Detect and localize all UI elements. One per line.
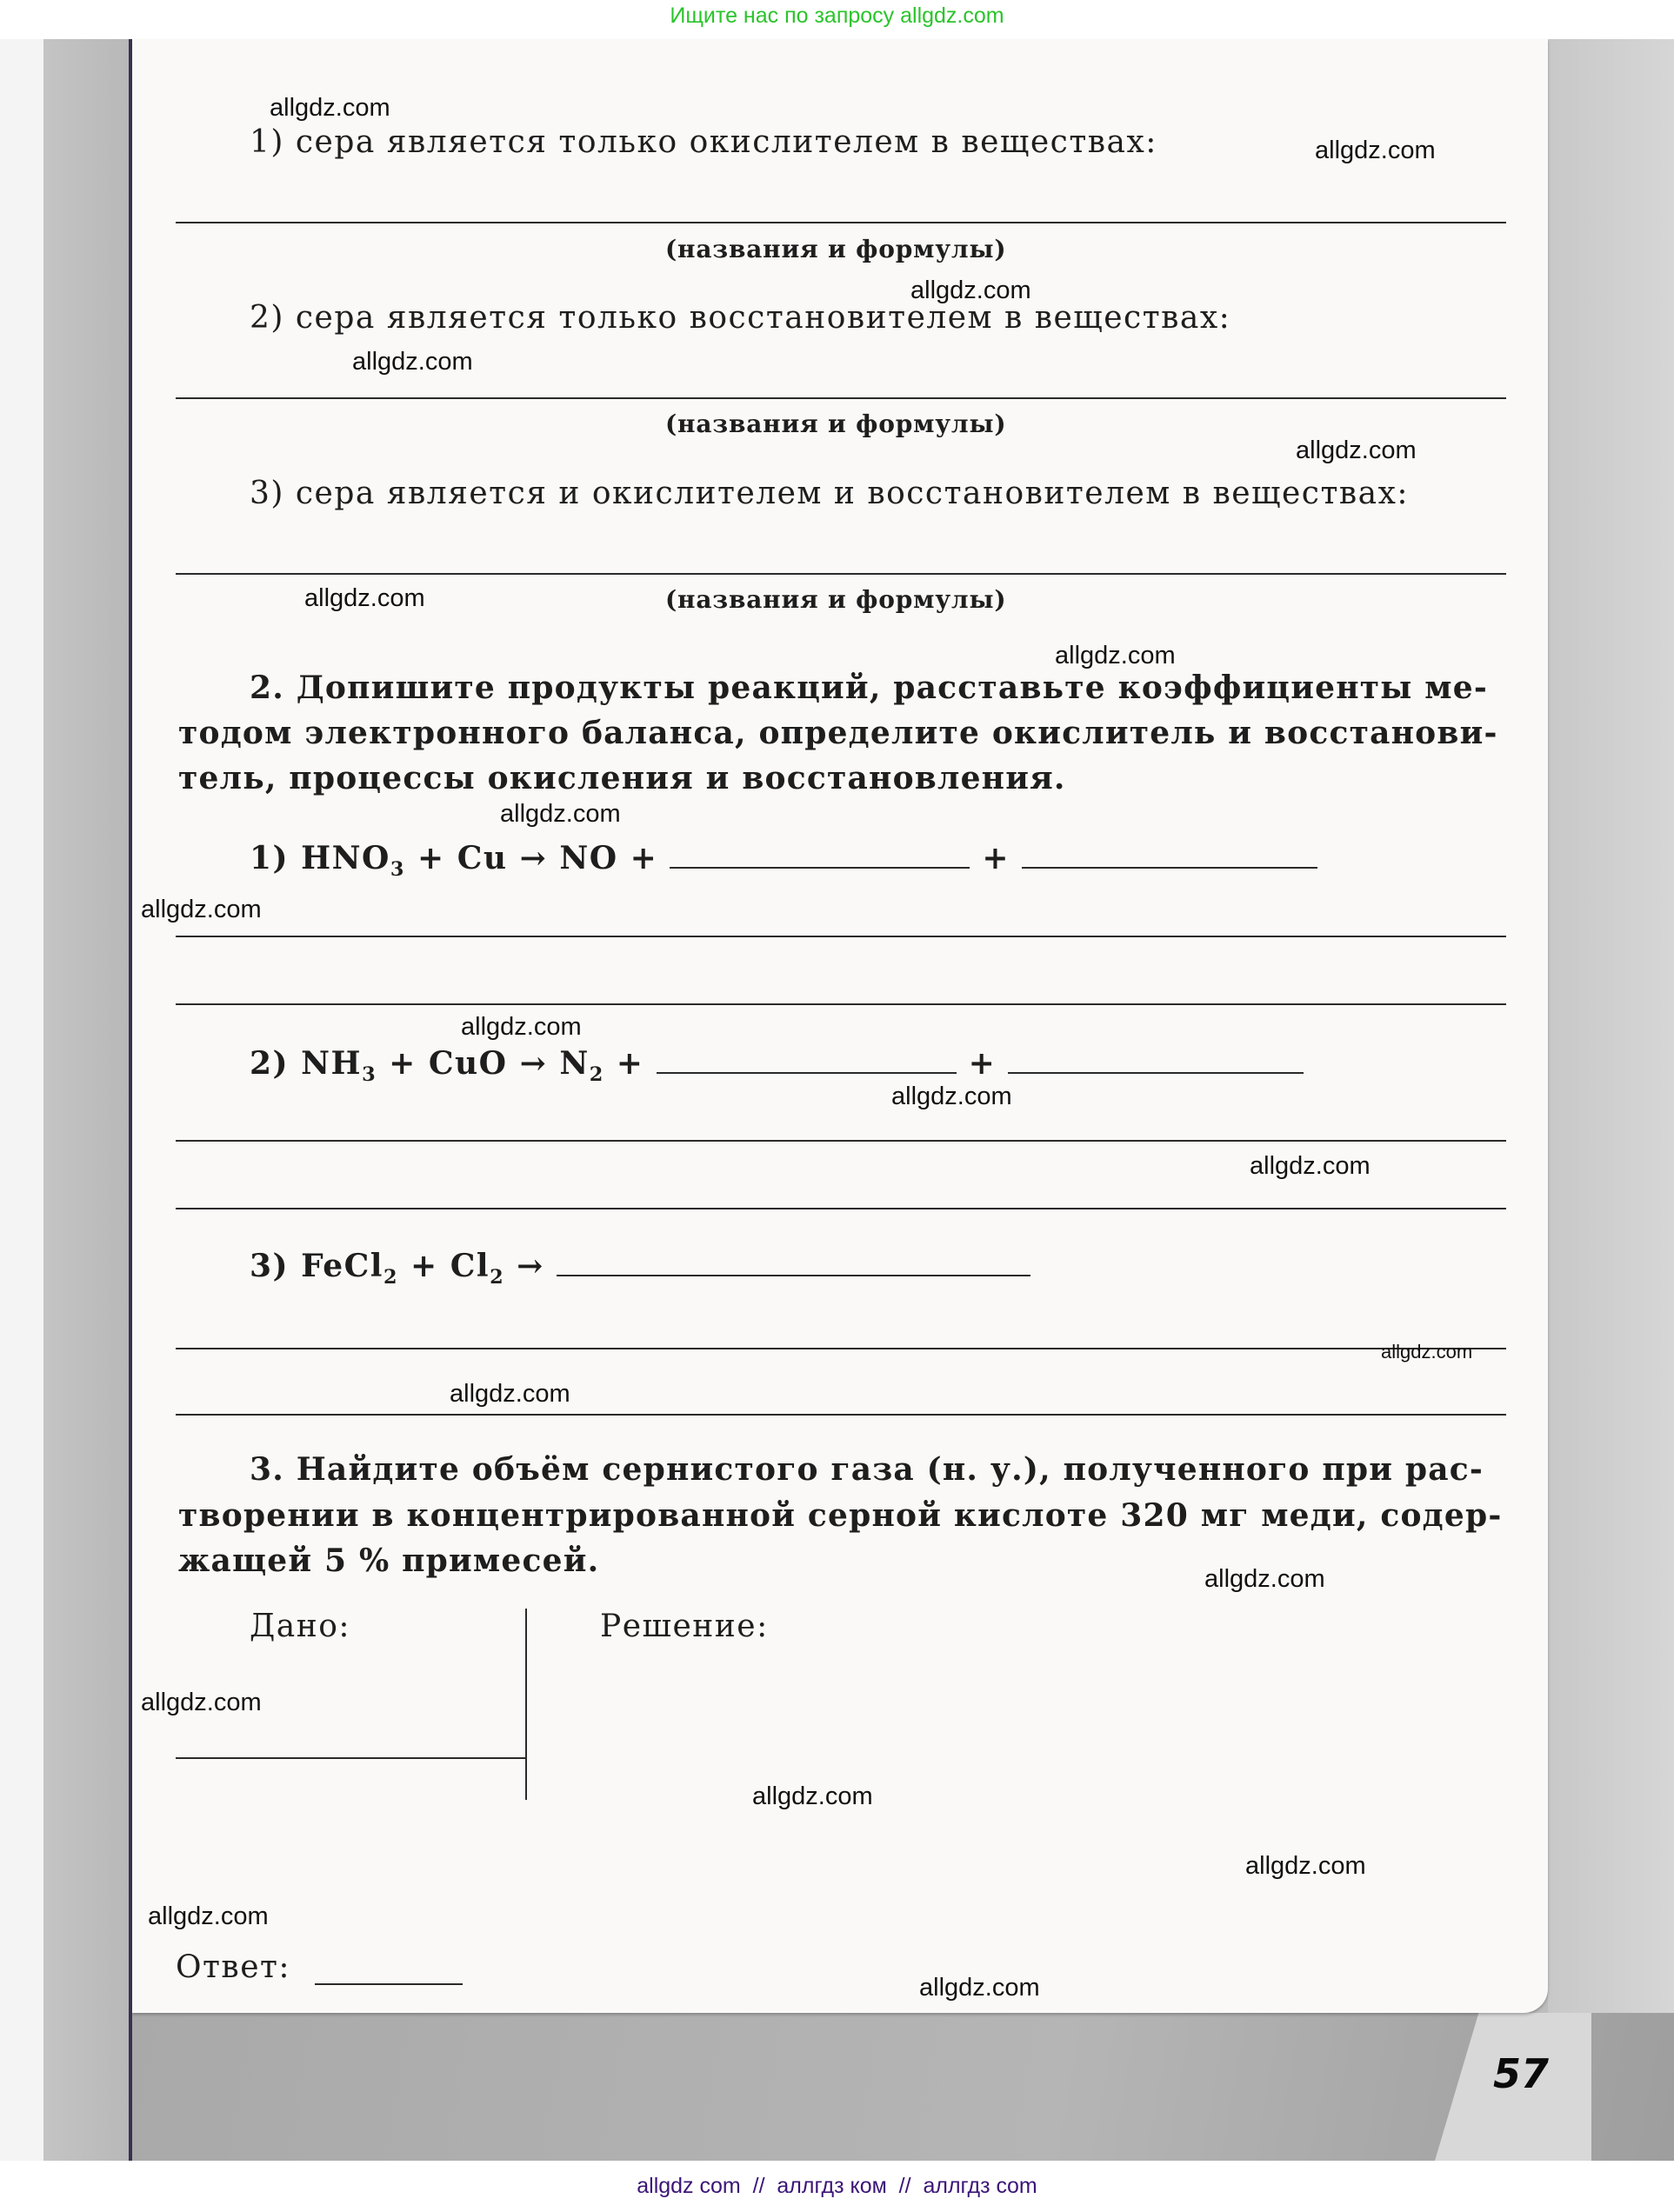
watermark: allgdz.com (352, 348, 473, 376)
book-spine-strip (43, 39, 130, 2161)
answer-line[interactable] (176, 1348, 1506, 1349)
given-underline (176, 1757, 526, 1759)
watermark: allgdz.com (891, 1083, 1012, 1110)
arrow-icon: → (517, 1248, 544, 1284)
given-divider (525, 1609, 527, 1800)
product-blank[interactable] (657, 1071, 957, 1074)
task3-text-line: 3. Найдите объём сернистого газа (н. у.), полученного при рас- (250, 1451, 1484, 1488)
watermark: allgdz.com (270, 94, 390, 122)
product-blank[interactable] (557, 1274, 1030, 1276)
task2-text-line: тодом электронного баланса, определите окислитель и восстанови- (178, 715, 1498, 751)
task2-text-line: тель, процессы окисления и восстановления. (178, 760, 1066, 796)
caption: (названия и формулы) (665, 235, 1007, 263)
task1-item-1: 1) сера является только окислителем в веществах: (250, 124, 1157, 160)
answer-line[interactable] (176, 397, 1506, 399)
watermark: allgdz.com (141, 896, 262, 923)
answer-line[interactable] (176, 1414, 1506, 1416)
left-margin (0, 39, 43, 2161)
answer-label: Ответ: (176, 1949, 291, 1985)
arrow-icon: → (519, 840, 548, 876)
arrow-icon: → (519, 1045, 548, 1082)
watermark: allgdz.com (450, 1380, 570, 1408)
solution-label: Решение: (600, 1609, 769, 1644)
watermark: allgdz.com (304, 584, 425, 612)
task1-item-3: 3) сера является и окислителем и восстановителем в веществах: (250, 476, 1410, 511)
page-edge-line (129, 39, 132, 2161)
page-number: 57 (1493, 2050, 1550, 2097)
watermark: allgdz.com (910, 276, 1031, 304)
watermark: allgdz.com (500, 800, 621, 828)
caption: (названия и формулы) (665, 410, 1007, 438)
right-background (1548, 39, 1674, 2161)
watermark: allgdz.com (461, 1013, 582, 1041)
answer-line[interactable] (176, 1208, 1506, 1209)
answer-line[interactable] (176, 1140, 1506, 1142)
answer-line[interactable] (176, 573, 1506, 575)
answer-blank[interactable] (315, 1983, 463, 1985)
task3-text-line: творении в концентрированной серной кислоте 320 мг меди, содер- (178, 1497, 1503, 1534)
watermark: allgdz.com (1055, 642, 1176, 670)
watermark: allgdz.com (1250, 1152, 1371, 1180)
given-label: Дано: (250, 1609, 351, 1644)
footer-watermark: allgdz com // аллгдз ком // аллгдз com (637, 2174, 1037, 2198)
caption: (названия и формулы) (665, 585, 1007, 614)
watermark: allgdz.com (1204, 1565, 1325, 1593)
top-banner: Ищите нас по запросу allgdz.com (670, 3, 1004, 28)
answer-line[interactable] (176, 936, 1506, 937)
watermark: allgdz.com (148, 1902, 269, 1930)
watermark: allgdz.com (752, 1782, 873, 1810)
task1-item-2: 2) сера является только восстановителем в веществах: (250, 300, 1231, 336)
watermark: allgdz.com (1381, 1341, 1473, 1363)
watermark: allgdz.com (1245, 1852, 1366, 1880)
answer-line[interactable] (176, 222, 1506, 223)
equation-1: 1) $HNO_3 + Cu$ → NO + + (250, 840, 1317, 881)
product-blank[interactable] (1022, 866, 1317, 869)
watermark: allgdz.com (919, 1974, 1040, 2002)
watermark: allgdz.com (141, 1689, 262, 1716)
watermark: allgdz.com (1296, 436, 1417, 464)
watermark: allgdz.com (1315, 137, 1436, 164)
task3-text-line: жащей 5 % примесей. (178, 1542, 600, 1579)
equation-2: 2) $NH_3$ + CuO → $N_2$ + + (250, 1045, 1304, 1086)
product-blank[interactable] (670, 866, 970, 869)
task2-text-line: 2. Допишите продукты реакций, расставьте коэффициенты ме- (250, 670, 1489, 706)
answer-line[interactable] (176, 1003, 1506, 1005)
equation-3: 3) FeCl$_2$ + $Cl_2$ → (250, 1248, 1030, 1289)
product-blank[interactable] (1008, 1071, 1304, 1074)
